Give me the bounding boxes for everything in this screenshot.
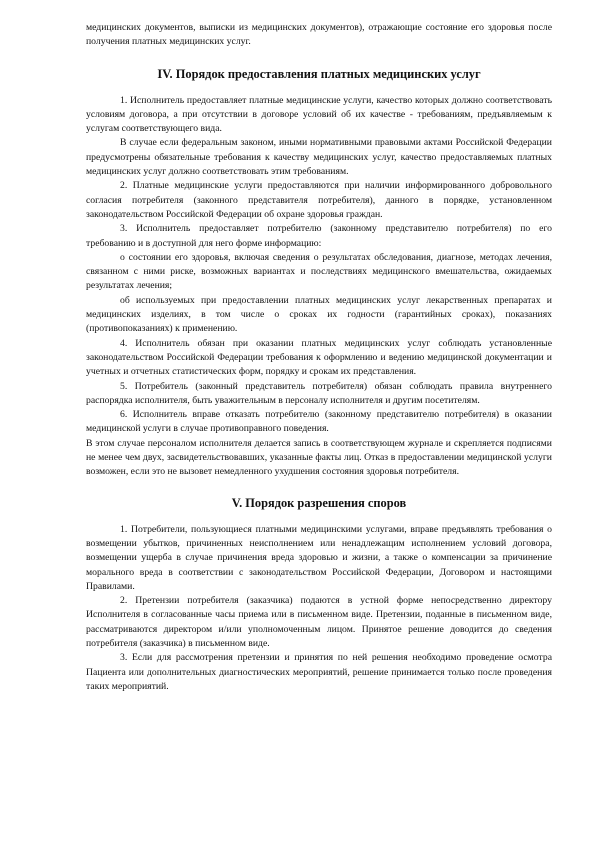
section-5-paragraph-3: 3. Если для рассмотрения претензии и принятия по ней решения необходимо проведение осмотра Пациента или дополнительных диагностических мероприятий, решение принимается только после проведения таких мероприятий.	[86, 652, 552, 692]
section-4-paragraph-6: об используемых при предоставлении платных медицинских услуг лекарственных препаратах и медицинских изделиях, в том числе о сроках их годности (гарантийных сроках), показаниях (противопоказаниях) к применению.	[86, 294, 552, 335]
section-4-paragraph-5: о состоянии его здоровья, включая сведения о результатах обследования, диагнозе, методах лечения, связанном с ними риске, возможных вариантах и последствиях медицинского вмешательства, ожидаемых результатах лечения;	[86, 251, 552, 292]
document-page	[86, 21, 552, 694]
section-5-paragraph-2: 2. Претензии потребителя (заказчика) подаются в устной форме непосредственно директору Исполнителя в согласованные часы приема или в письменном виде. Претензии, поданные в письменном виде, рассматриваются директором и/или уполномоченным лицом. Принятое решение доводится до сведения потребителя (заказчика) в письменном виде.	[86, 595, 552, 649]
section-4-paragraph-7: 4. Исполнитель обязан при оказании платных медицинских услуг соблюдать установленные законодательством Российской Федерации требования к оформлению и ведению медицинской документации и учетных и отчетных статистических форм, порядку и срокам их представления.	[86, 337, 552, 378]
section-4-paragraph-9: 6. Исполнитель вправе отказать потребителю (законному представителю потребителя) в оказании медицинской услуги в случае противоправного поведения.	[86, 409, 552, 435]
section-4-paragraph-1: 1. Исполнитель предоставляет платные медицинские услуги, качество которых должно соответствовать условиям договора, а при отсутствии в договоре условий об их качестве - требованиям, предъявляемым к услугам соответствующего вида.	[86, 94, 552, 135]
section-4-paragraph-4: 3. Исполнитель предоставляет потребителю (законному представителю потребителя) по его требованию и в доступной для него форме информацию:	[86, 223, 552, 249]
section-4-paragraph-3: 2. Платные медицинские услуги предоставляются при наличии информированного добровольного согласия потребителя (законного представителя потребителя), данного в порядке, установленном законодательством Российской Федерации об охране здоровья граждан.	[86, 180, 552, 220]
section-5-title: V. Порядок разрешения споров	[231, 495, 407, 510]
section-4-paragraph-8: 5. Потребитель (законный представитель потребителя) обязан соблюдать правила внутреннего распорядка исполнителя, быть уважительным в персоналу исполнителя и другим посетителям.	[86, 380, 552, 406]
section-4-paragraph-2: В случае если федеральным законом, иными нормативными правовыми актами Российской Федерации предусмотрены обязательные требования к качеству медицинских услуг, качество предоставляемых платных медицинских услуг должно соответствовать этим требованиям.	[86, 137, 552, 178]
section-5-paragraph-1: 1. Потребители, пользующиеся платными медицинскими услугами, вправе предъявлять требования о возмещении убытков, причиненных неисполнением или ненадлежащим исполнением условий договора, возмещении ущерба в случае причинения вреда здоровью и жизни, а также о компенсации за причинение морального вреда в соответствии с законодательством Российской Федерации, Договором и настоящими Правилами.	[86, 523, 552, 592]
section-4-title: IV. Порядок предоставления платных медицинских услуг	[157, 66, 481, 81]
intro-paragraph: медицинских документов, выписки из медицинских документов), отражающие состояние его здоровья после получения платных медицинских услуг.	[86, 22, 552, 48]
section-4-paragraph-10: В этом случае персоналом исполнителя делается запись в соответствующем журнале и скрепляется подписями не менее чем двух, засвидетельствовавших, указанные факты лиц. Отказ в предоставлении медицинской услуги возможен, если это не вызовет немедленного ухудшения состояния здоровья потребителя.	[86, 437, 552, 478]
